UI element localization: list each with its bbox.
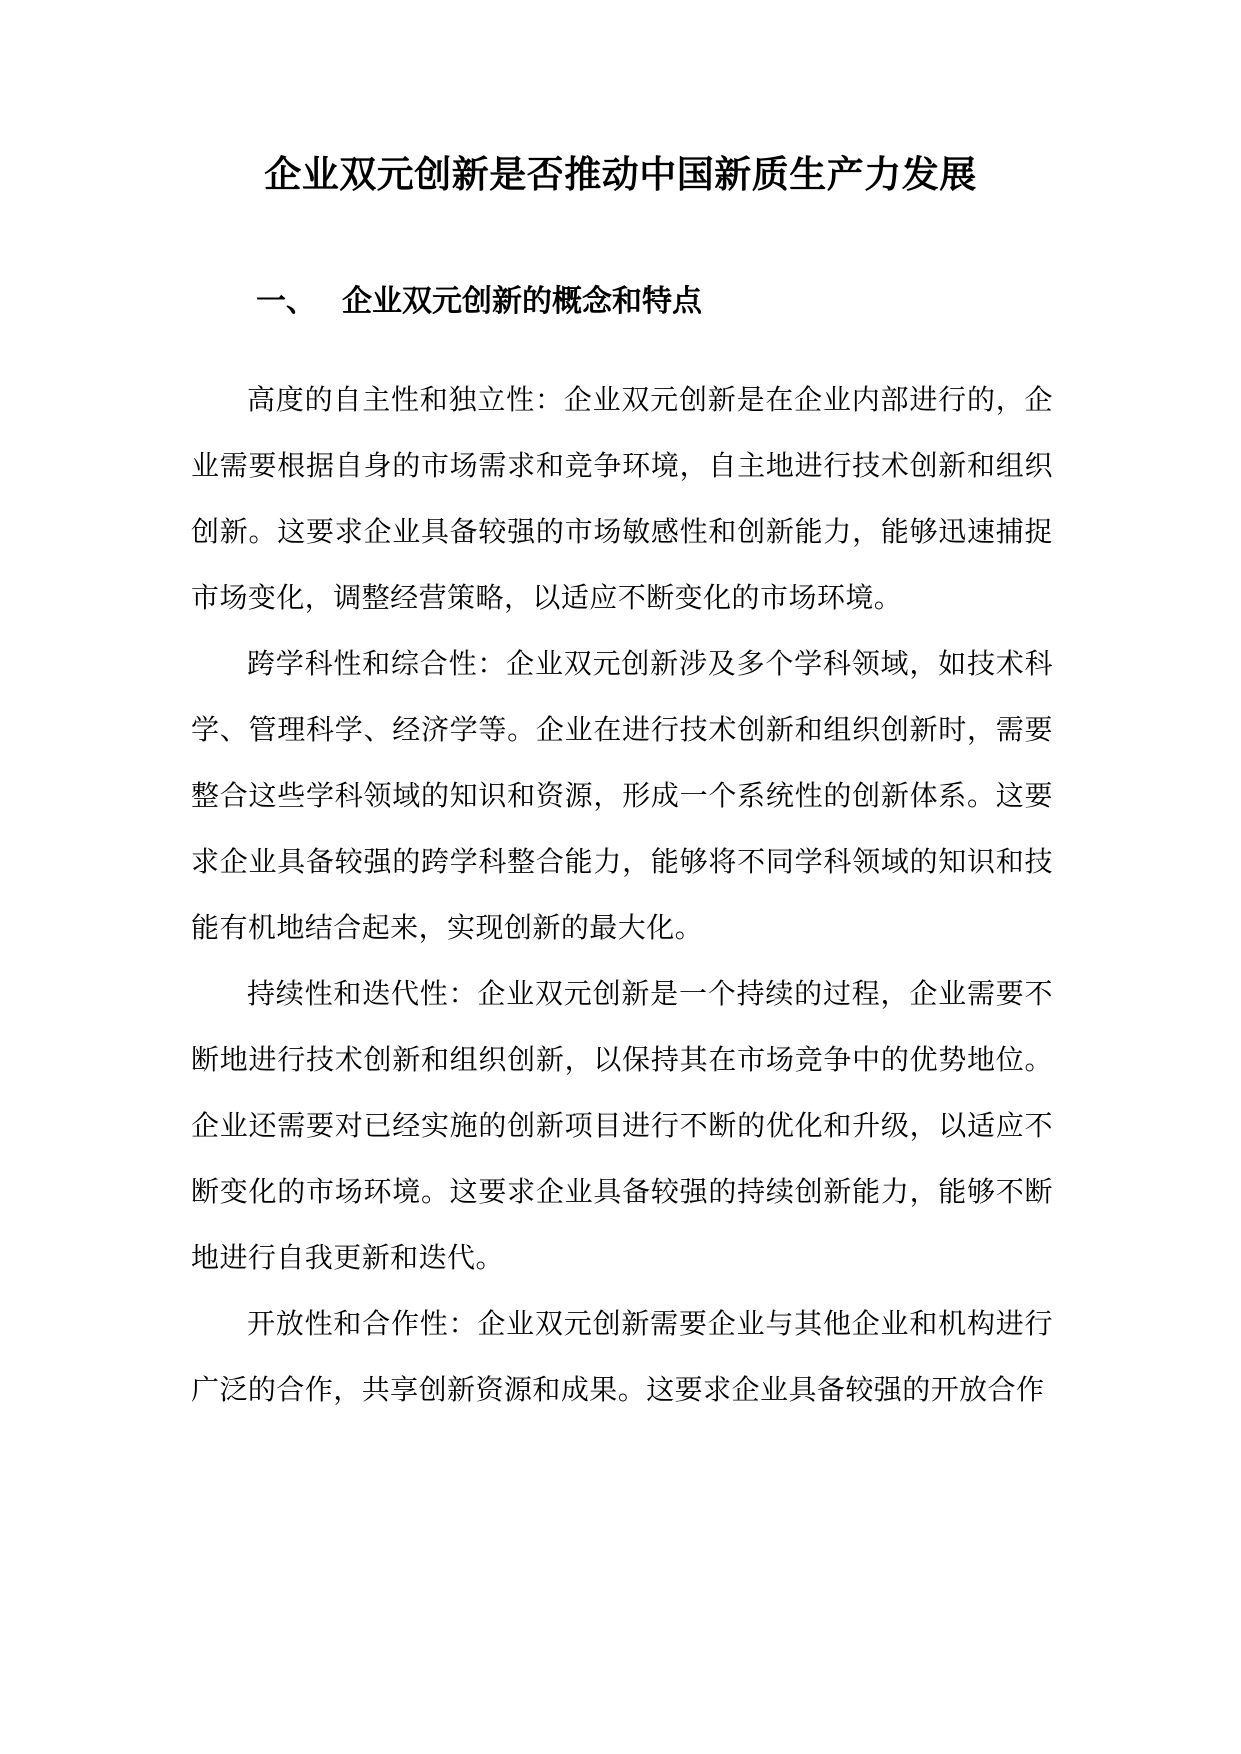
section-heading-text: 企业双元创新的概念和特点 [342, 284, 702, 319]
paragraph-openness: 开放性和合作性：企业双元创新需要企业与其他企业和机构进行广泛的合作，共享创新资源和成果。这要求企业具备较强的开放合作 [191, 1307, 1053, 1406]
document-title: 企业双元创新是否推动中国新质生产力发展 [264, 153, 977, 196]
paragraph-interdisciplinary: 跨学科性和综合性：企业双元创新涉及多个学科领域，如技术科学、管理科学、经济学等。企业在进行技术创新和组织创新时，需要整合这些学科领域的知识和资源，形成一个系统性的创新体系。这要求企业具备较强的跨学科整合能力，能够将不同学科领域的知识和技能有机地结合起来，实现创新的最大化。 [191, 647, 1053, 944]
section-number: 一、 [256, 284, 316, 319]
section-heading [256, 280, 702, 324]
paragraph-autonomy: 高度的自主性和独立性：企业双元创新是在企业内部进行的，企业需要根据自身的市场需求和竞争环境，自主地进行技术创新和组织创新。这要求企业具备较强的市场敏感性和创新能力，能够迅速捕捉市场变化，调整经营策略，以适应不断变化的市场环境。 [191, 383, 1053, 614]
paragraph-continuity: 持续性和迭代性：企业双元创新是一个持续的过程，企业需要不断地进行技术创新和组织创新，以保持其在市场竞争中的优势地位。企业还需要对已经实施的创新项目进行不断的优化和升级，以适应不断变化的市场环境。这要求企业具备较强的持续创新能力，能够不断地进行自我更新和迭代。 [191, 977, 1053, 1274]
body-text [191, 367, 1053, 1423]
